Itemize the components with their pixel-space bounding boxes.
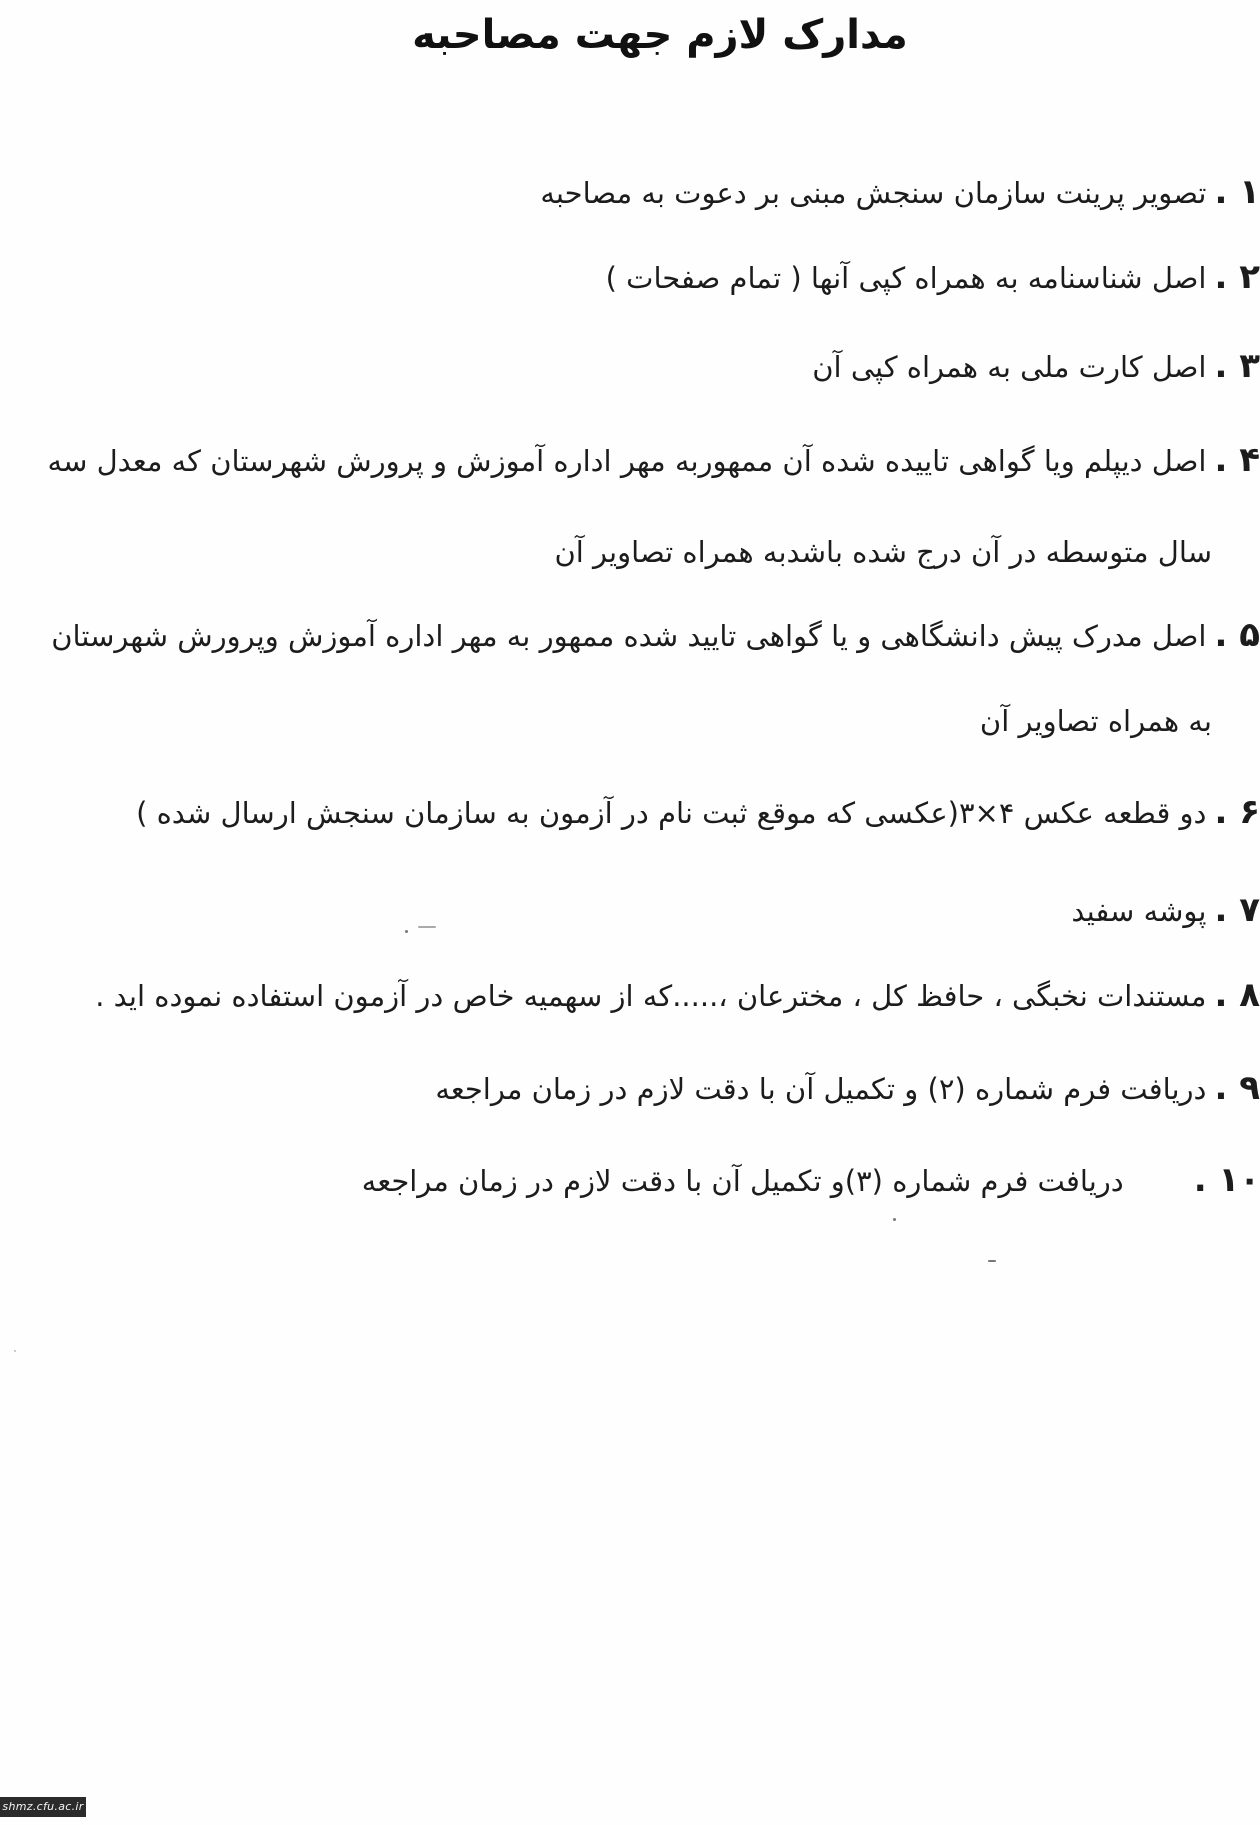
list-item-5 [51, 615, 1260, 655]
item-text: تصویر پرینت سازمان سنجش مبنی بر دعوت به مصاحبه [540, 176, 1207, 210]
list-item-2 [606, 257, 1260, 297]
list-item-4 [48, 440, 1260, 480]
scan-speck [988, 1260, 996, 1262]
document-title: مدارک لازم جهت مصاحبه [412, 12, 908, 58]
item-text: اصل دیپلم ویا گواهی تاییده شده آن ممهوربه مهر اداره آموزش و پرورش شهرستان که معدل سه [47, 444, 1207, 478]
item-text: پوشه سفید [1071, 894, 1207, 928]
item-number: ۲ . [1214, 257, 1260, 297]
item-number: ۸ . [1214, 975, 1260, 1015]
scan-speck [14, 1350, 16, 1352]
item-text: اصل کارت ملی به همراه کپی آن [812, 350, 1207, 384]
list-item-7 [1071, 890, 1260, 930]
item-number: ۶ . [1214, 792, 1260, 832]
list-item-5-continuation: به همراه تصاویر آن [979, 704, 1212, 738]
item-number: ۷ . [1214, 890, 1260, 930]
item-text: مستندات نخبگی ، حافظ کل ، مخترعان ،.....که از سهمیه خاص در آزمون استفاده نموده اید . [95, 979, 1207, 1013]
site-watermark: shmz.cfu.ac.ir [0, 1797, 86, 1817]
item-text: دریافت فرم شماره (۳)و تکمیل آن با دقت لازم در زمان مراجعه [361, 1164, 1124, 1198]
list-item-4-continuation: سال متوسطه در آن درج شده باشدبه همراه تصاویر آن [554, 535, 1212, 569]
list-item-3 [812, 346, 1260, 386]
item-text: دریافت فرم شماره (۲) و تکمیل آن با دقت لازم در زمان مراجعه [435, 1072, 1207, 1106]
item-number: ۳ . [1214, 346, 1260, 386]
item-number: ۱۰ . [1193, 1160, 1260, 1200]
scan-speck [405, 930, 408, 933]
item-number: ۹ . [1214, 1068, 1260, 1108]
list-item-1 [540, 172, 1260, 212]
item-number: ۴ . [1214, 440, 1260, 480]
list-item-8 [95, 975, 1260, 1015]
item-text: دو قطعه عکس ۴×۳(عکسی که موقع ثبت نام در آزمون به سازمان سنجش ارسال شده ) [136, 796, 1207, 830]
item-number: ۱ . [1214, 172, 1260, 212]
item-text: اصل شناسنامه به همراه کپی آنها ( تمام صفحات ) [605, 261, 1207, 295]
list-item-6 [136, 792, 1260, 832]
scan-speck [893, 1218, 896, 1221]
item-number: ۵ . [1214, 615, 1260, 655]
list-item-10 [362, 1160, 1260, 1200]
list-item-9 [435, 1068, 1260, 1108]
item-text: اصل مدرک پیش دانشگاهی و یا گواهی تایید شده ممهور به مهر اداره آموزش وپرورش شهرستان [51, 619, 1207, 653]
scan-speck [418, 926, 436, 928]
